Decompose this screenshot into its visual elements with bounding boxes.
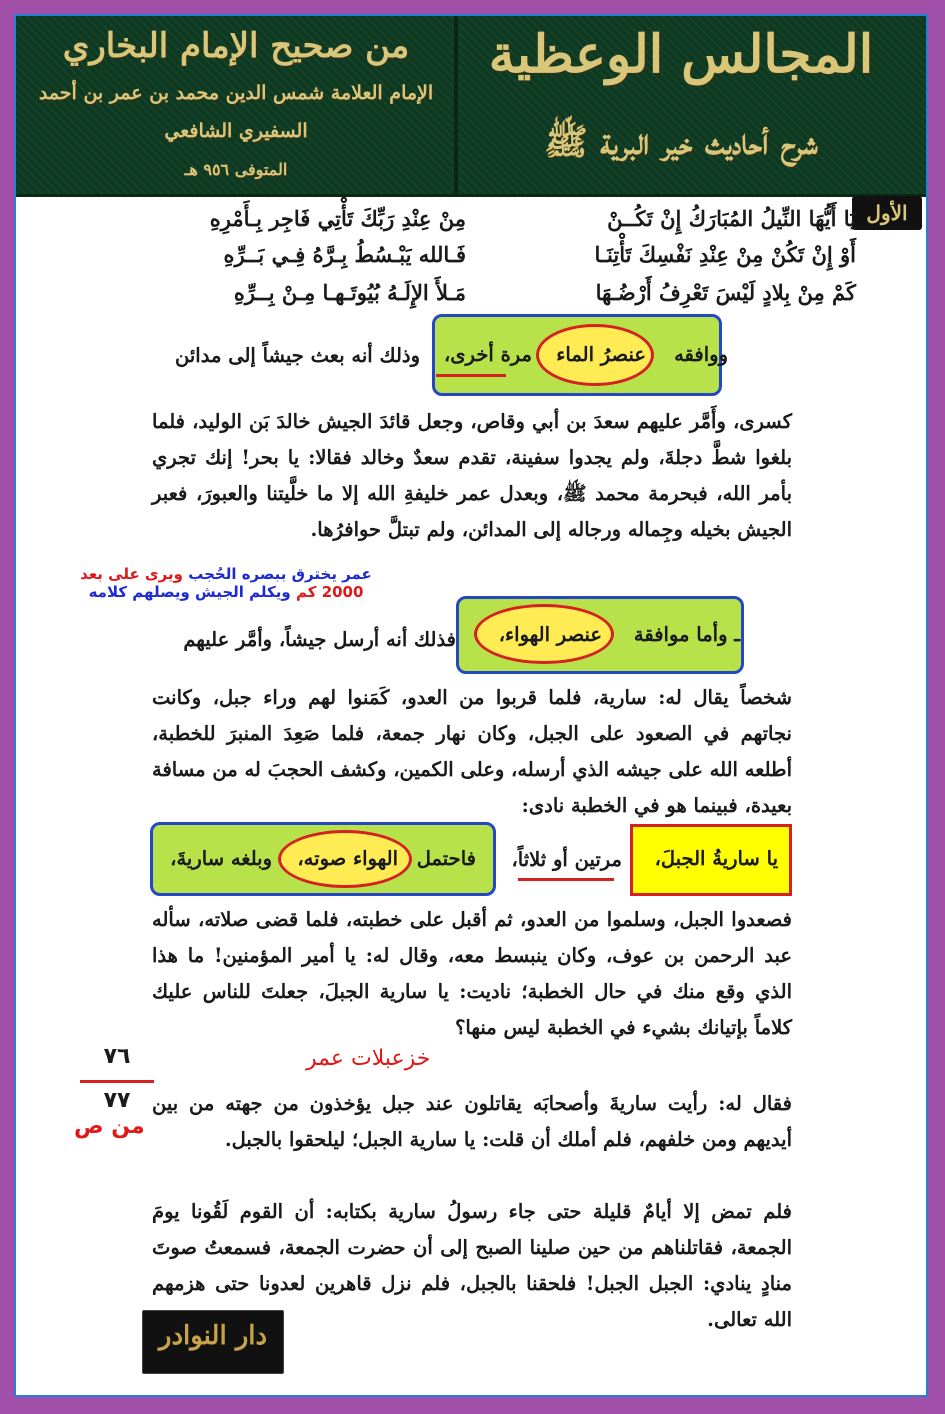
poem-left-3: مَـلأَ الإِلَـهُ بُيُوتَـهـا مِـنْ بِــرِّهِ [233,280,466,305]
annotation-title: خزعبلات عمر [306,1046,431,1071]
book-cover-header [16,16,926,197]
page-separator [80,1080,154,1083]
header-divider [454,16,458,194]
section3-underlined: مرتين أو ثلاثاً، [511,848,622,871]
poem-left-2: فَـالله يَبْـسُطُ بِـرَّهُ فِـي بَــرِّهِ [223,242,466,267]
section1-paragraph: كسرى، وأَمَّر عليهم سعدَ بن أبي وقاص، وجعل قائدَ الجيش خالدَ بَن الوليد، فلما بلغوا شطَّ دجلةَ، ولم يجدوا سفينة، تقدم سعدٌ وخالد فقالا: يا بحر! إنك تجري بأمر الله، فبحرمة محمد ﷺ، وبعدل عمر خليفةِ الله إلا ما خلَّيتنا والعبورَ، فعبر الجيش بخيله وجِماله ورجاله إلى المدائن، ولم تبتلَّ حوافرُها. [152,410,792,541]
section2-rest: فذلك أنه أرسل جيشاً، وأمَّر عليهم [183,628,456,651]
section1-underlined: مرة أخرى، [444,343,532,366]
publisher-name: دار النوادر [158,1321,268,1351]
section2-lead: ـ وأما موافقة [633,623,740,646]
poem-right-1: يَا أَيُّهَا النِّيلُ المُبَارَكُ إِنْ تَكُــنْ [607,206,856,231]
section2-paragraph: شخصاً يقال له: سارية، فلما قربوا من العدو، كَمَنوا لهم وراء جبل، وكانت نجاتهم في الصعود على الجبل، وكان نهار جمعة، فلما صَعِدَ المنبرَ للخطبة، أطلعه الله على جيشه الذي أرسله، وعلى الكمين، وكشف الحجبَ له من مسافة بعيدة، فبينما هو في الخطبة نادى: [152,686,792,817]
book-source: من صحيح الإمام البخاري [62,26,410,66]
author-line-2: السفيري الشافعي [164,120,308,142]
book-subtitle: شرح أحاديث خير البرية ﷺ [544,121,818,163]
section3-lead: فاحتمل [416,847,476,870]
section1-oval-text: عنصرُ الماء [556,343,646,366]
book-title: المجالس الوعظية [488,24,874,85]
underline-twice-thrice [518,878,614,881]
underline-once-more [436,374,506,377]
section3-oval-text: الهواء صوته، [297,847,398,870]
section3-paragraph2: فقال له: رأيت ساريةَ وأصحابَه يقاتلون عند جبل يؤخذون من جهته من بين أيديهم ومن خلفهم، فلم أملك أن قلت: يا سارية الجبل؛ ليلحقوا بالجبل. [152,1092,792,1151]
author-died: المتوفى ٩٥٦ هـ [184,160,288,179]
author-line-1: الإمام العلامة شمس الدين محمد بن عمر بن أحمد [38,82,434,104]
poem-right-2: أَوْ إِنْ تَكُنْ مِنْ عِنْدِ نَفْسِكَ تَأْتِنَـا [594,242,856,267]
section3-yellow-box: يا ساريةُ الجبلَ، [654,847,778,870]
from-page-label: من ص [74,1114,145,1139]
section1-rest: وذلك أنه بعث جيشاً إلى مدائن [175,344,420,367]
note-line1-blue: عمر يخترق ببصره الحُجب [188,565,372,583]
section3-rest: وبلغه ساريةَ، [170,847,272,870]
publisher-logo [142,1310,284,1374]
volume-tab: الأول [852,196,922,230]
note-line1-red: ويرى على بعد [80,565,183,583]
note-line2-red: 2000 كم [295,583,364,601]
poem-right-3: كَمْ مِنْ بِلادٍ لَيْسَ تَعْرِفُ أَرْضُـهَا [595,280,856,305]
poem-left-1: مِنْ عِنْدِ رَبِّكَ تَأْتِي فَاجِر بِـأَمْرِهِ [209,206,466,231]
section1-lead: ووافقه [674,343,728,366]
note-line2-blue: ويكلم الجيش ويصلهم كلامه [88,583,291,601]
document-page [14,14,928,1397]
section3-paragraph1: فصعدوا الجبل، وسلموا من العدو، ثم أقبل على خطبته، فلما قضى صلاته، سأله عبد الرحمن بن عوف، وكان ينبسط معه، وقال له: يا أمير المؤمنين! ما هذا الذي وقع منك في حال الخطبة؛ ناديت: يا سارية الجبلَ، جعلتَ للناس عليك كلاماً بإتيانك بشيء في الخطبة ليس منها؟ [152,908,792,1039]
page-to-number: ٧٧ [103,1088,131,1113]
page-from-number: ٧٦ [103,1044,131,1069]
section2-oval-text: عنصر الهواء، [498,623,602,646]
section3-paragraph3: فلم تمض إلا أيامٌ قليلة حتى جاء رسولُ سارية بكتابه: أن القوم لَقُونا يومَ الجمعة، فقاتلناهم من حين صلينا الصبح إلى أن حضرت الجمعة، فسمعتُ صوتَ منادٍ ينادي: الجبل الجبل! فلحقنا بالجبل، فلم نزل قاهرين لعدونا حتى هزمهم الله تعالى. [152,1200,792,1331]
commentary-note [56,565,396,601]
